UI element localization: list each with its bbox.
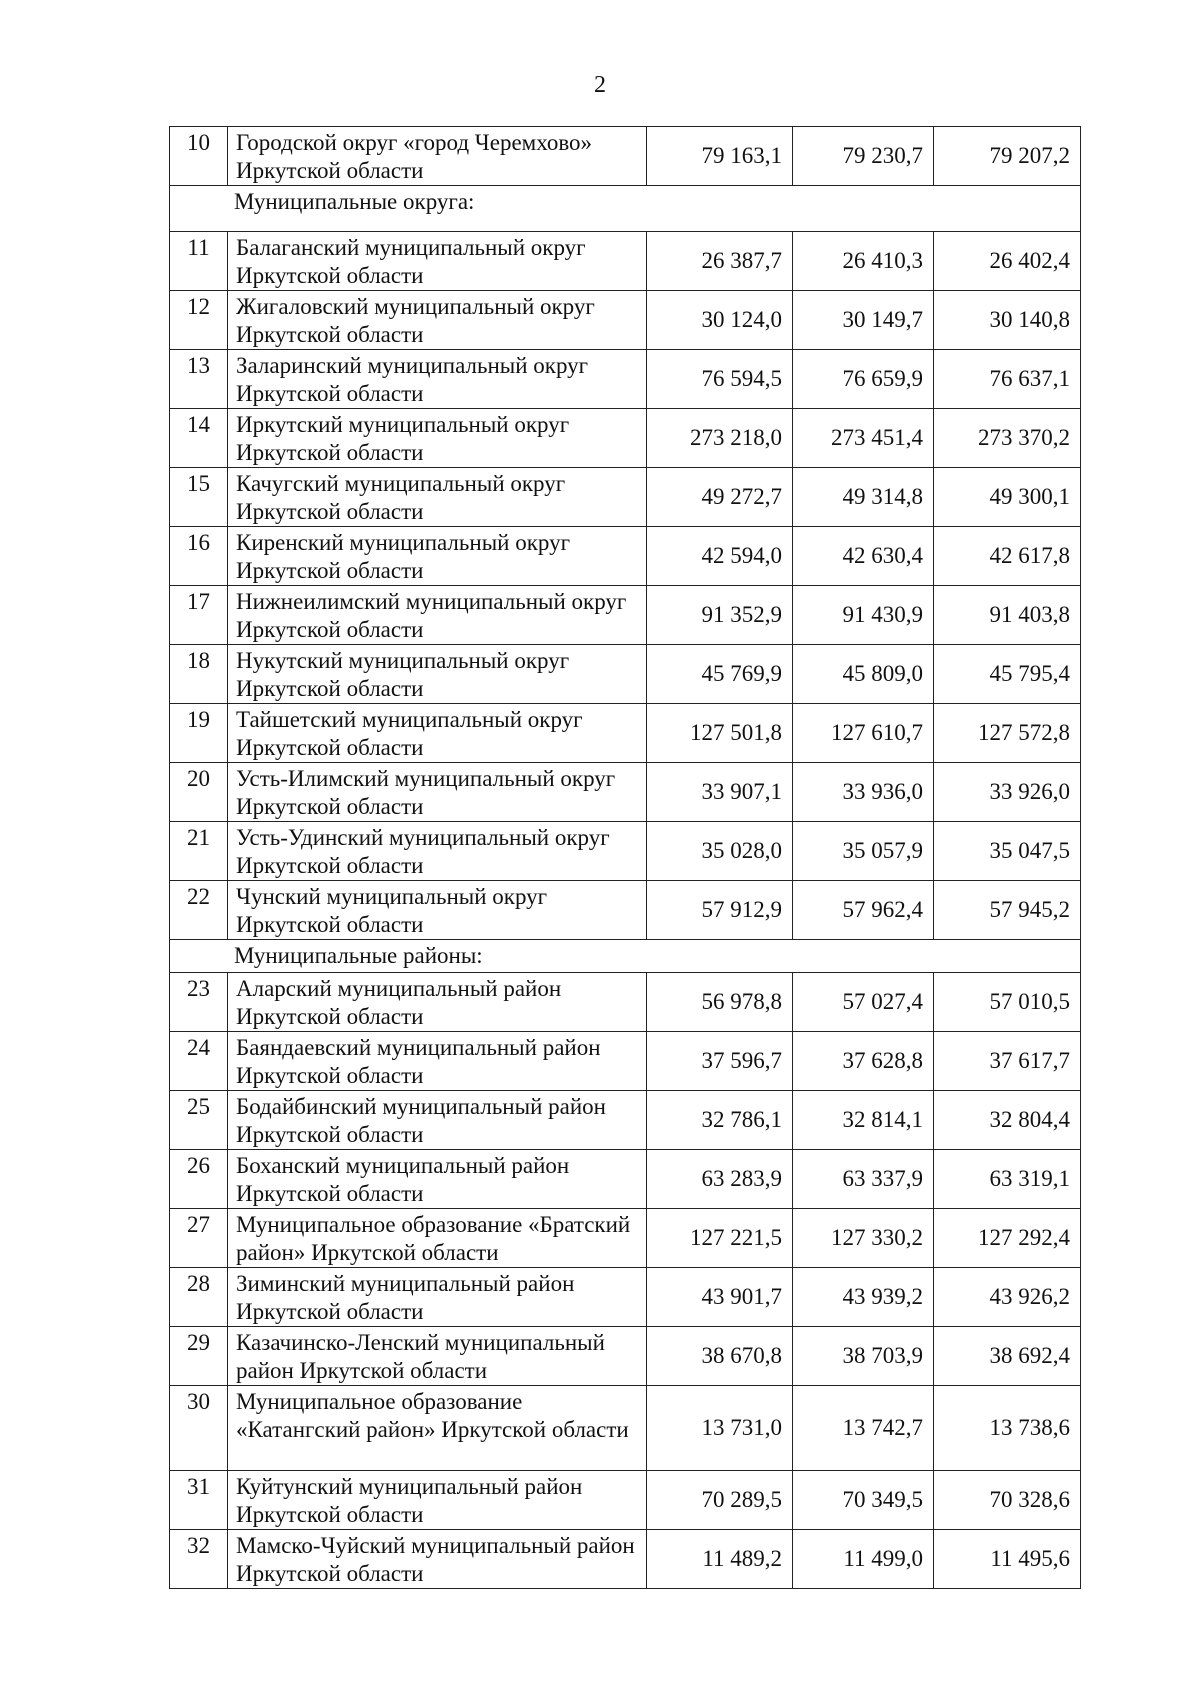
municipality-name-cell: Городской округ «город Черемхово» Иркутской области	[228, 127, 647, 186]
table-row	[170, 1091, 1081, 1150]
value-cell-2: 57 962,4	[793, 881, 934, 940]
value-cell-3: 127 572,8	[934, 704, 1081, 763]
row-number-cell: 26	[170, 1150, 228, 1209]
table-row	[170, 763, 1081, 822]
municipality-name-cell: Тайшетский муниципальный округ Иркутской области	[228, 704, 647, 763]
table-row	[170, 350, 1081, 409]
value-cell-1: 30 124,0	[647, 291, 793, 350]
value-cell-3: 43 926,2	[934, 1268, 1081, 1327]
row-number-cell: 27	[170, 1209, 228, 1268]
value-cell-2: 42 630,4	[793, 527, 934, 586]
row-number-cell: 11	[170, 232, 228, 291]
value-cell-1: 26 387,7	[647, 232, 793, 291]
row-number-cell: 12	[170, 291, 228, 350]
municipality-name-cell: Казачинско-Ленский муниципальный район Иркутской области	[228, 1327, 647, 1386]
municipality-name-cell: Муниципальное образование «Братский район» Иркутской области	[228, 1209, 647, 1268]
value-cell-2: 70 349,5	[793, 1471, 934, 1530]
table-row	[170, 973, 1081, 1032]
value-cell-3: 49 300,1	[934, 468, 1081, 527]
row-number-cell: 17	[170, 586, 228, 645]
value-cell-3: 35 047,5	[934, 822, 1081, 881]
value-cell-2: 38 703,9	[793, 1327, 934, 1386]
value-cell-2: 13 742,7	[793, 1386, 934, 1471]
value-cell-2: 33 936,0	[793, 763, 934, 822]
section-header-row	[170, 940, 1081, 973]
row-number-cell: 24	[170, 1032, 228, 1091]
table-row	[170, 1530, 1081, 1589]
value-cell-2: 30 149,7	[793, 291, 934, 350]
value-cell-2: 79 230,7	[793, 127, 934, 186]
value-cell-1: 63 283,9	[647, 1150, 793, 1209]
municipality-name-cell: Аларский муниципальный район Иркутской области	[228, 973, 647, 1032]
municipality-name-cell: Балаганский муниципальный округ Иркутской области	[228, 232, 647, 291]
value-cell-3: 57 945,2	[934, 881, 1081, 940]
table-row	[170, 881, 1081, 940]
table-row	[170, 645, 1081, 704]
value-cell-3: 63 319,1	[934, 1150, 1081, 1209]
budget-table	[169, 126, 1081, 1589]
value-cell-3: 273 370,2	[934, 409, 1081, 468]
value-cell-2: 127 610,7	[793, 704, 934, 763]
value-cell-3: 38 692,4	[934, 1327, 1081, 1386]
value-cell-1: 38 670,8	[647, 1327, 793, 1386]
row-number-cell: 19	[170, 704, 228, 763]
row-number-cell: 18	[170, 645, 228, 704]
value-cell-2: 37 628,8	[793, 1032, 934, 1091]
table-row	[170, 1386, 1081, 1471]
row-number-cell: 13	[170, 350, 228, 409]
municipality-name-cell: Нукутский муниципальный округ Иркутской области	[228, 645, 647, 704]
row-number-cell: 31	[170, 1471, 228, 1530]
value-cell-1: 57 912,9	[647, 881, 793, 940]
municipality-name-cell: Куйтунский муниципальный район Иркутской области	[228, 1471, 647, 1530]
table-row	[170, 468, 1081, 527]
value-cell-1: 76 594,5	[647, 350, 793, 409]
value-cell-1: 35 028,0	[647, 822, 793, 881]
value-cell-3: 32 804,4	[934, 1091, 1081, 1150]
section-header-row	[170, 186, 1081, 232]
value-cell-2: 91 430,9	[793, 586, 934, 645]
municipality-name-cell: Качугский муниципальный округ Иркутской области	[228, 468, 647, 527]
value-cell-1: 273 218,0	[647, 409, 793, 468]
value-cell-3: 11 495,6	[934, 1530, 1081, 1589]
value-cell-2: 45 809,0	[793, 645, 934, 704]
value-cell-3: 70 328,6	[934, 1471, 1081, 1530]
value-cell-3: 26 402,4	[934, 232, 1081, 291]
value-cell-1: 127 221,5	[647, 1209, 793, 1268]
table-row	[170, 1032, 1081, 1091]
value-cell-2: 273 451,4	[793, 409, 934, 468]
municipality-name-cell: Зиминский муниципальный район Иркутской области	[228, 1268, 647, 1327]
municipality-name-cell: Чунский муниципальный округ Иркутской области	[228, 881, 647, 940]
municipality-name-cell: Баяндаевский муниципальный район Иркутской области	[228, 1032, 647, 1091]
value-cell-1: 45 769,9	[647, 645, 793, 704]
row-number-cell: 21	[170, 822, 228, 881]
table-row	[170, 409, 1081, 468]
page-number: 2	[594, 72, 606, 98]
value-cell-2: 76 659,9	[793, 350, 934, 409]
value-cell-1: 32 786,1	[647, 1091, 793, 1150]
table-row	[170, 232, 1081, 291]
municipality-name-cell: Киренский муниципальный округ Иркутской области	[228, 527, 647, 586]
value-cell-1: 49 272,7	[647, 468, 793, 527]
row-number-cell: 20	[170, 763, 228, 822]
municipality-name-cell: Нижнеилимский муниципальный округ Иркутской области	[228, 586, 647, 645]
table-row	[170, 527, 1081, 586]
value-cell-1: 13 731,0	[647, 1386, 793, 1471]
value-cell-2: 63 337,9	[793, 1150, 934, 1209]
table-body	[170, 127, 1081, 1589]
value-cell-1: 70 289,5	[647, 1471, 793, 1530]
value-cell-1: 11 489,2	[647, 1530, 793, 1589]
value-cell-3: 13 738,6	[934, 1386, 1081, 1471]
municipality-name-cell: Боханский муниципальный район Иркутской области	[228, 1150, 647, 1209]
value-cell-2: 43 939,2	[793, 1268, 934, 1327]
row-number-cell: 22	[170, 881, 228, 940]
value-cell-2: 49 314,8	[793, 468, 934, 527]
row-number-cell: 32	[170, 1530, 228, 1589]
value-cell-1: 43 901,7	[647, 1268, 793, 1327]
table-row	[170, 1209, 1081, 1268]
municipality-name-cell: Усть-Удинский муниципальный округ Иркутской области	[228, 822, 647, 881]
value-cell-3: 76 637,1	[934, 350, 1081, 409]
value-cell-3: 45 795,4	[934, 645, 1081, 704]
table-row	[170, 704, 1081, 763]
section-label: Муниципальные районы:	[170, 940, 1081, 973]
row-number-cell: 14	[170, 409, 228, 468]
value-cell-2: 127 330,2	[793, 1209, 934, 1268]
municipality-name-cell: Заларинский муниципальный округ Иркутской области	[228, 350, 647, 409]
row-number-cell: 16	[170, 527, 228, 586]
value-cell-3: 33 926,0	[934, 763, 1081, 822]
table-row	[170, 1150, 1081, 1209]
row-number-cell: 23	[170, 973, 228, 1032]
municipality-name-cell: Жигаловский муниципальный округ Иркутской области	[228, 291, 647, 350]
value-cell-1: 79 163,1	[647, 127, 793, 186]
municipality-name-cell: Усть-Илимский муниципальный округ Иркутской области	[228, 763, 647, 822]
value-cell-3: 127 292,4	[934, 1209, 1081, 1268]
table-row	[170, 586, 1081, 645]
row-number-cell: 25	[170, 1091, 228, 1150]
value-cell-1: 42 594,0	[647, 527, 793, 586]
value-cell-2: 32 814,1	[793, 1091, 934, 1150]
value-cell-3: 37 617,7	[934, 1032, 1081, 1091]
value-cell-1: 91 352,9	[647, 586, 793, 645]
table-row	[170, 1471, 1081, 1530]
value-cell-3: 57 010,5	[934, 973, 1081, 1032]
row-number-cell: 28	[170, 1268, 228, 1327]
value-cell-2: 35 057,9	[793, 822, 934, 881]
table-row	[170, 1268, 1081, 1327]
row-number-cell: 30	[170, 1386, 228, 1471]
value-cell-2: 11 499,0	[793, 1530, 934, 1589]
value-cell-1: 37 596,7	[647, 1032, 793, 1091]
value-cell-3: 79 207,2	[934, 127, 1081, 186]
table-row	[170, 822, 1081, 881]
table-row	[170, 1327, 1081, 1386]
value-cell-1: 33 907,1	[647, 763, 793, 822]
row-number-cell: 15	[170, 468, 228, 527]
value-cell-2: 26 410,3	[793, 232, 934, 291]
municipality-name-cell: Муниципальное образование «Катангский район» Иркутской области	[228, 1386, 647, 1471]
municipality-name-cell: Иркутский муниципальный округ Иркутской области	[228, 409, 647, 468]
value-cell-1: 127 501,8	[647, 704, 793, 763]
municipality-name-cell: Бодайбинский муниципальный район Иркутской области	[228, 1091, 647, 1150]
value-cell-1: 56 978,8	[647, 973, 793, 1032]
section-label: Муниципальные округа:	[170, 186, 1081, 232]
value-cell-3: 42 617,8	[934, 527, 1081, 586]
value-cell-3: 91 403,8	[934, 586, 1081, 645]
municipality-name-cell: Мамско-Чуйский муниципальный район Иркутской области	[228, 1530, 647, 1589]
value-cell-2: 57 027,4	[793, 973, 934, 1032]
table-row	[170, 127, 1081, 186]
row-number-cell: 10	[170, 127, 228, 186]
table-row	[170, 291, 1081, 350]
row-number-cell: 29	[170, 1327, 228, 1386]
value-cell-3: 30 140,8	[934, 291, 1081, 350]
